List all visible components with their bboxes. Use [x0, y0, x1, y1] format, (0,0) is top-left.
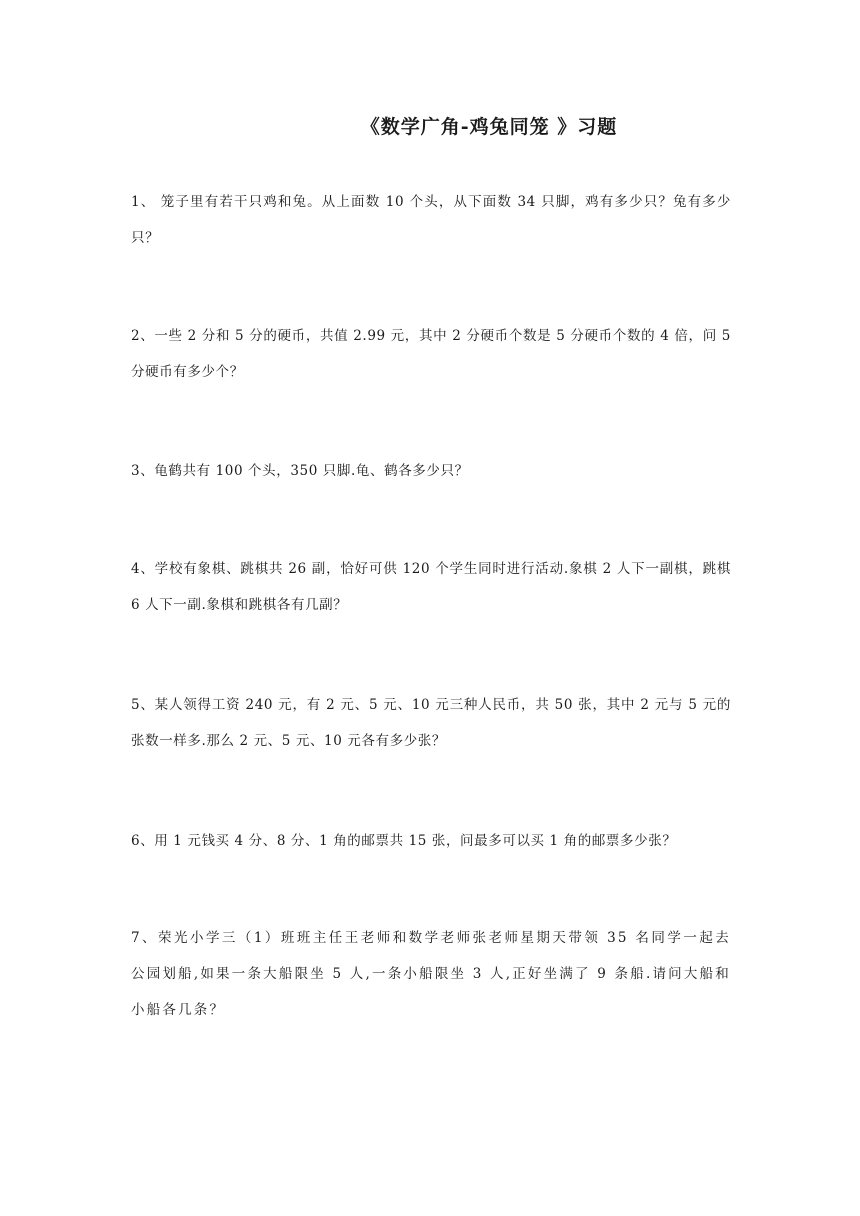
question-1: 1、 笼子里有若干只鸡和兔。从上面数 10 个头，从下面数 34 只脚，鸡有多少只？兔有多少只？	[131, 194, 731, 246]
question-7: 7、荣光小学三（1）班班主任王老师和数学老师张老师星期天带领 35 名同学一起去公园划船,如果一条大船限坐 5 人,一条小船限坐 3 人,正好坐满了 9 条船.请问大船和小船各几条？	[131, 930, 731, 1018]
question-4: 4、学校有象棋、跳棋共 26 副，恰好可供 120 个学生同时进行活动.象棋 2 人下一副棋，跳棋 6 人下一副.象棋和跳棋各有几副？	[131, 561, 731, 613]
question-5: 5、某人领得工资 240 元，有 2 元、5 元、10 元三种人民币，共 50 张，其中 2 元与 5 元的张数一样多.那么 2 元、5 元、10 元各有多少张？	[131, 697, 731, 749]
question-3: 3、龟鹤共有 100 个头，350 只脚.龟、鹤各多少只？	[131, 463, 469, 479]
question-2: 2、一些 2 分和 5 分的硬币，共值 2.99 元，其中 2 分硬币个数是 5 分硬币个数的 4 倍，问 5 分硬币有多少个？	[131, 328, 731, 380]
page-title: 《数学广角-鸡兔同笼 》习题	[360, 116, 618, 138]
question-6: 6、用 1 元钱买 4 分、8 分、1 角的邮票共 15 张，问最多可以买 1 角的邮票多少张？	[131, 833, 677, 849]
